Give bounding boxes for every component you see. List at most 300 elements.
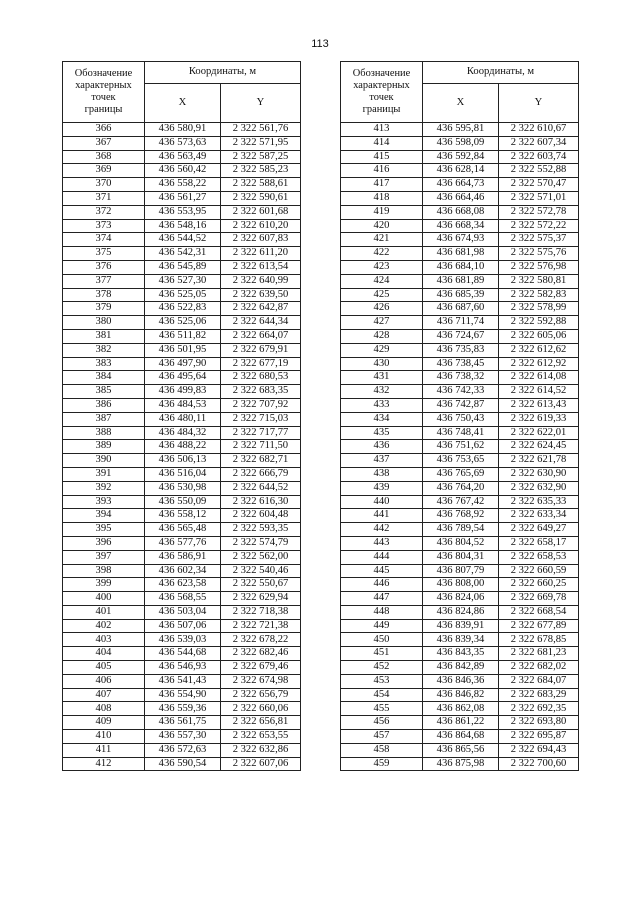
point-id-cell: 394 bbox=[63, 509, 145, 523]
point-id-cell: 437 bbox=[341, 454, 423, 468]
y-coordinate-cell: 2 322 682,46 bbox=[221, 647, 301, 661]
x-coordinate-cell: 436 748,41 bbox=[423, 426, 499, 440]
table-row bbox=[341, 398, 579, 412]
point-id-cell: 431 bbox=[341, 371, 423, 385]
y-coordinate-cell: 2 322 540,46 bbox=[221, 564, 301, 578]
point-id-cell: 447 bbox=[341, 592, 423, 606]
x-coordinate-cell: 436 807,79 bbox=[423, 564, 499, 578]
table-row bbox=[63, 412, 301, 426]
x-coordinate-cell: 436 506,13 bbox=[145, 454, 221, 468]
x-coordinate-cell: 436 742,33 bbox=[423, 385, 499, 399]
header-point-line: границы bbox=[362, 104, 401, 115]
x-coordinate-cell: 436 501,95 bbox=[145, 343, 221, 357]
table-row bbox=[63, 233, 301, 247]
table-row bbox=[63, 730, 301, 744]
x-coordinate-cell: 436 488,22 bbox=[145, 440, 221, 454]
y-coordinate-cell: 2 322 683,35 bbox=[221, 385, 301, 399]
table-row bbox=[63, 247, 301, 261]
y-coordinate-cell: 2 322 695,87 bbox=[499, 730, 579, 744]
y-coordinate-cell: 2 322 674,98 bbox=[221, 674, 301, 688]
x-coordinate-cell: 436 750,43 bbox=[423, 412, 499, 426]
x-coordinate-cell: 436 522,83 bbox=[145, 302, 221, 316]
x-coordinate-cell: 436 484,32 bbox=[145, 426, 221, 440]
y-coordinate-cell: 2 322 607,06 bbox=[221, 757, 301, 771]
y-coordinate-cell: 2 322 682,71 bbox=[221, 454, 301, 468]
y-coordinate-cell: 2 322 642,87 bbox=[221, 302, 301, 316]
x-coordinate-cell: 436 544,52 bbox=[145, 233, 221, 247]
table-row bbox=[341, 371, 579, 385]
header-point-line: Обозначение bbox=[74, 68, 133, 79]
point-id-cell: 453 bbox=[341, 674, 423, 688]
y-coordinate-cell: 2 322 612,62 bbox=[499, 343, 579, 357]
point-id-cell: 374 bbox=[63, 233, 145, 247]
point-id-cell: 368 bbox=[63, 150, 145, 164]
y-coordinate-cell: 2 322 660,25 bbox=[499, 578, 579, 592]
y-coordinate-cell: 2 322 680,53 bbox=[221, 371, 301, 385]
y-coordinate-cell: 2 322 658,17 bbox=[499, 536, 579, 550]
y-coordinate-cell: 2 322 684,07 bbox=[499, 674, 579, 688]
table-row bbox=[341, 730, 579, 744]
y-coordinate-cell: 2 322 640,99 bbox=[221, 274, 301, 288]
point-id-cell: 413 bbox=[341, 123, 423, 137]
point-id-cell: 403 bbox=[63, 633, 145, 647]
point-id-cell: 451 bbox=[341, 647, 423, 661]
point-id-cell: 429 bbox=[341, 343, 423, 357]
coordinates-table-left bbox=[62, 61, 301, 771]
point-id-cell: 376 bbox=[63, 260, 145, 274]
table-row bbox=[341, 412, 579, 426]
table-body-left bbox=[63, 123, 301, 771]
table-row bbox=[341, 578, 579, 592]
x-coordinate-cell: 436 735,83 bbox=[423, 343, 499, 357]
table-row bbox=[63, 343, 301, 357]
point-id-cell: 409 bbox=[63, 716, 145, 730]
y-coordinate-cell: 2 322 619,33 bbox=[499, 412, 579, 426]
y-coordinate-cell: 2 322 601,68 bbox=[221, 205, 301, 219]
point-id-cell: 432 bbox=[341, 385, 423, 399]
table-row bbox=[63, 674, 301, 688]
table-row bbox=[63, 564, 301, 578]
x-coordinate-cell: 436 553,95 bbox=[145, 205, 221, 219]
y-coordinate-cell: 2 322 682,02 bbox=[499, 661, 579, 675]
point-id-cell: 396 bbox=[63, 536, 145, 550]
point-id-cell: 442 bbox=[341, 523, 423, 537]
table-row bbox=[341, 536, 579, 550]
x-coordinate-cell: 436 586,91 bbox=[145, 550, 221, 564]
x-coordinate-cell: 436 557,30 bbox=[145, 730, 221, 744]
point-id-cell: 385 bbox=[63, 385, 145, 399]
y-coordinate-cell: 2 322 656,79 bbox=[221, 688, 301, 702]
x-coordinate-cell: 436 563,49 bbox=[145, 150, 221, 164]
point-id-cell: 420 bbox=[341, 219, 423, 233]
y-coordinate-cell: 2 322 683,29 bbox=[499, 688, 579, 702]
point-id-cell: 417 bbox=[341, 178, 423, 192]
y-coordinate-cell: 2 322 570,47 bbox=[499, 178, 579, 192]
x-coordinate-cell: 436 862,08 bbox=[423, 702, 499, 716]
point-id-cell: 400 bbox=[63, 592, 145, 606]
point-id-cell: 436 bbox=[341, 440, 423, 454]
x-coordinate-cell: 436 842,89 bbox=[423, 661, 499, 675]
table-row bbox=[63, 550, 301, 564]
table-row bbox=[341, 302, 579, 316]
y-coordinate-cell: 2 322 653,55 bbox=[221, 730, 301, 744]
header-point-line: границы bbox=[84, 104, 123, 115]
table-row bbox=[341, 247, 579, 261]
y-coordinate-cell: 2 322 571,01 bbox=[499, 191, 579, 205]
table-row bbox=[341, 633, 579, 647]
y-coordinate-cell: 2 322 678,22 bbox=[221, 633, 301, 647]
point-id-cell: 435 bbox=[341, 426, 423, 440]
x-coordinate-cell: 436 846,36 bbox=[423, 674, 499, 688]
table-row bbox=[341, 329, 579, 343]
y-coordinate-cell: 2 322 612,92 bbox=[499, 357, 579, 371]
table-row bbox=[341, 260, 579, 274]
x-coordinate-cell: 436 541,43 bbox=[145, 674, 221, 688]
x-coordinate-cell: 436 753,65 bbox=[423, 454, 499, 468]
point-id-cell: 449 bbox=[341, 619, 423, 633]
table-row bbox=[341, 550, 579, 564]
x-coordinate-cell: 436 843,35 bbox=[423, 647, 499, 661]
point-id-cell: 439 bbox=[341, 481, 423, 495]
point-id-cell: 415 bbox=[341, 150, 423, 164]
y-coordinate-cell: 2 322 711,50 bbox=[221, 440, 301, 454]
point-id-cell: 372 bbox=[63, 205, 145, 219]
header-y: Y bbox=[499, 84, 579, 123]
x-coordinate-cell: 436 503,04 bbox=[145, 605, 221, 619]
y-coordinate-cell: 2 322 635,33 bbox=[499, 495, 579, 509]
y-coordinate-cell: 2 322 621,78 bbox=[499, 454, 579, 468]
y-coordinate-cell: 2 322 717,77 bbox=[221, 426, 301, 440]
table-row bbox=[63, 385, 301, 399]
y-coordinate-cell: 2 322 575,76 bbox=[499, 247, 579, 261]
x-coordinate-cell: 436 561,27 bbox=[145, 191, 221, 205]
table-row bbox=[63, 509, 301, 523]
point-id-cell: 379 bbox=[63, 302, 145, 316]
y-coordinate-cell: 2 322 575,37 bbox=[499, 233, 579, 247]
x-coordinate-cell: 436 554,90 bbox=[145, 688, 221, 702]
table-row bbox=[341, 357, 579, 371]
x-coordinate-cell: 436 846,82 bbox=[423, 688, 499, 702]
table-row bbox=[341, 191, 579, 205]
x-coordinate-cell: 436 668,34 bbox=[423, 219, 499, 233]
table-row bbox=[341, 523, 579, 537]
y-coordinate-cell: 2 322 700,60 bbox=[499, 757, 579, 771]
y-coordinate-cell: 2 322 692,35 bbox=[499, 702, 579, 716]
x-coordinate-cell: 436 738,45 bbox=[423, 357, 499, 371]
table-row bbox=[341, 426, 579, 440]
header-point-label bbox=[341, 62, 423, 123]
header-point-line: точек bbox=[91, 92, 116, 103]
x-coordinate-cell: 436 808,00 bbox=[423, 578, 499, 592]
point-id-cell: 440 bbox=[341, 495, 423, 509]
table-row bbox=[63, 592, 301, 606]
y-coordinate-cell: 2 322 639,50 bbox=[221, 288, 301, 302]
point-id-cell: 390 bbox=[63, 454, 145, 468]
table-row bbox=[341, 674, 579, 688]
table-row bbox=[341, 716, 579, 730]
table-row bbox=[341, 481, 579, 495]
table-row bbox=[341, 233, 579, 247]
x-coordinate-cell: 436 804,52 bbox=[423, 536, 499, 550]
point-id-cell: 458 bbox=[341, 743, 423, 757]
x-coordinate-cell: 436 573,63 bbox=[145, 136, 221, 150]
table-row bbox=[63, 467, 301, 481]
y-coordinate-cell: 2 322 649,27 bbox=[499, 523, 579, 537]
x-coordinate-cell: 436 598,09 bbox=[423, 136, 499, 150]
y-coordinate-cell: 2 322 644,34 bbox=[221, 316, 301, 330]
point-id-cell: 382 bbox=[63, 343, 145, 357]
point-id-cell: 446 bbox=[341, 578, 423, 592]
y-coordinate-cell: 2 322 715,03 bbox=[221, 412, 301, 426]
table-row bbox=[341, 509, 579, 523]
y-coordinate-cell: 2 322 604,48 bbox=[221, 509, 301, 523]
y-coordinate-cell: 2 322 721,38 bbox=[221, 619, 301, 633]
table-row bbox=[63, 536, 301, 550]
y-coordinate-cell: 2 322 610,20 bbox=[221, 219, 301, 233]
x-coordinate-cell: 436 568,55 bbox=[145, 592, 221, 606]
table-row bbox=[63, 716, 301, 730]
point-id-cell: 392 bbox=[63, 481, 145, 495]
y-coordinate-cell: 2 322 572,22 bbox=[499, 219, 579, 233]
x-coordinate-cell: 436 580,91 bbox=[145, 123, 221, 137]
coordinates-table-right bbox=[340, 61, 579, 771]
y-coordinate-cell: 2 322 590,61 bbox=[221, 191, 301, 205]
x-coordinate-cell: 436 499,83 bbox=[145, 385, 221, 399]
x-coordinate-cell: 436 595,81 bbox=[423, 123, 499, 137]
y-coordinate-cell: 2 322 610,67 bbox=[499, 123, 579, 137]
point-id-cell: 391 bbox=[63, 467, 145, 481]
y-coordinate-cell: 2 322 614,08 bbox=[499, 371, 579, 385]
point-id-cell: 425 bbox=[341, 288, 423, 302]
x-coordinate-cell: 436 751,62 bbox=[423, 440, 499, 454]
point-id-cell: 457 bbox=[341, 730, 423, 744]
table-row bbox=[63, 123, 301, 137]
table-row bbox=[341, 757, 579, 771]
point-id-cell: 398 bbox=[63, 564, 145, 578]
table-row bbox=[63, 398, 301, 412]
y-coordinate-cell: 2 322 587,25 bbox=[221, 150, 301, 164]
x-coordinate-cell: 436 711,74 bbox=[423, 316, 499, 330]
table-row bbox=[63, 329, 301, 343]
x-coordinate-cell: 436 558,22 bbox=[145, 178, 221, 192]
table-row bbox=[63, 605, 301, 619]
table-row bbox=[63, 260, 301, 274]
x-coordinate-cell: 436 497,90 bbox=[145, 357, 221, 371]
x-coordinate-cell: 436 685,39 bbox=[423, 288, 499, 302]
table-row bbox=[63, 481, 301, 495]
y-coordinate-cell: 2 322 613,54 bbox=[221, 260, 301, 274]
table-row bbox=[341, 343, 579, 357]
x-coordinate-cell: 436 664,73 bbox=[423, 178, 499, 192]
header-point-line: точек bbox=[369, 92, 394, 103]
point-id-cell: 381 bbox=[63, 329, 145, 343]
y-coordinate-cell: 2 322 550,67 bbox=[221, 578, 301, 592]
x-coordinate-cell: 436 530,98 bbox=[145, 481, 221, 495]
x-coordinate-cell: 436 738,32 bbox=[423, 371, 499, 385]
y-coordinate-cell: 2 322 614,52 bbox=[499, 385, 579, 399]
point-id-cell: 387 bbox=[63, 412, 145, 426]
header-point-line: характерных bbox=[353, 80, 410, 91]
table-row bbox=[341, 316, 579, 330]
point-id-cell: 410 bbox=[63, 730, 145, 744]
y-coordinate-cell: 2 322 694,43 bbox=[499, 743, 579, 757]
x-coordinate-cell: 436 864,68 bbox=[423, 730, 499, 744]
header-point-line: Обозначение bbox=[352, 68, 411, 79]
table-row bbox=[63, 454, 301, 468]
x-coordinate-cell: 436 681,89 bbox=[423, 274, 499, 288]
y-coordinate-cell: 2 322 668,54 bbox=[499, 605, 579, 619]
table-row bbox=[341, 619, 579, 633]
point-id-cell: 407 bbox=[63, 688, 145, 702]
x-coordinate-cell: 436 865,56 bbox=[423, 743, 499, 757]
point-id-cell: 434 bbox=[341, 412, 423, 426]
point-id-cell: 456 bbox=[341, 716, 423, 730]
point-id-cell: 393 bbox=[63, 495, 145, 509]
table-row bbox=[63, 619, 301, 633]
x-coordinate-cell: 436 507,06 bbox=[145, 619, 221, 633]
y-coordinate-cell: 2 322 677,19 bbox=[221, 357, 301, 371]
table-row bbox=[63, 219, 301, 233]
table-row bbox=[63, 578, 301, 592]
y-coordinate-cell: 2 322 660,06 bbox=[221, 702, 301, 716]
point-id-cell: 423 bbox=[341, 260, 423, 274]
x-coordinate-cell: 436 516,04 bbox=[145, 467, 221, 481]
point-id-cell: 408 bbox=[63, 702, 145, 716]
table-row bbox=[63, 288, 301, 302]
header-coordinates: Координаты, м bbox=[423, 62, 579, 84]
y-coordinate-cell: 2 322 582,83 bbox=[499, 288, 579, 302]
y-coordinate-cell: 2 322 679,46 bbox=[221, 661, 301, 675]
x-coordinate-cell: 436 592,84 bbox=[423, 150, 499, 164]
table-row bbox=[63, 371, 301, 385]
point-id-cell: 419 bbox=[341, 205, 423, 219]
x-coordinate-cell: 436 765,69 bbox=[423, 467, 499, 481]
table-row bbox=[341, 592, 579, 606]
y-coordinate-cell: 2 322 658,53 bbox=[499, 550, 579, 564]
table-row bbox=[63, 757, 301, 771]
x-coordinate-cell: 436 559,36 bbox=[145, 702, 221, 716]
point-id-cell: 383 bbox=[63, 357, 145, 371]
x-coordinate-cell: 436 484,53 bbox=[145, 398, 221, 412]
point-id-cell: 377 bbox=[63, 274, 145, 288]
point-id-cell: 404 bbox=[63, 647, 145, 661]
point-id-cell: 443 bbox=[341, 536, 423, 550]
x-coordinate-cell: 436 525,05 bbox=[145, 288, 221, 302]
y-coordinate-cell: 2 322 588,61 bbox=[221, 178, 301, 192]
y-coordinate-cell: 2 322 718,38 bbox=[221, 605, 301, 619]
point-id-cell: 366 bbox=[63, 123, 145, 137]
x-coordinate-cell: 436 561,75 bbox=[145, 716, 221, 730]
y-coordinate-cell: 2 322 622,01 bbox=[499, 426, 579, 440]
point-id-cell: 401 bbox=[63, 605, 145, 619]
table-row bbox=[341, 274, 579, 288]
table-row bbox=[63, 302, 301, 316]
x-coordinate-cell: 436 861,22 bbox=[423, 716, 499, 730]
point-id-cell: 389 bbox=[63, 440, 145, 454]
point-id-cell: 427 bbox=[341, 316, 423, 330]
x-coordinate-cell: 436 681,98 bbox=[423, 247, 499, 261]
table-row bbox=[63, 205, 301, 219]
x-coordinate-cell: 436 764,20 bbox=[423, 481, 499, 495]
header-point-label bbox=[63, 62, 145, 123]
x-coordinate-cell: 436 539,03 bbox=[145, 633, 221, 647]
table-row bbox=[63, 647, 301, 661]
point-id-cell: 454 bbox=[341, 688, 423, 702]
point-id-cell: 373 bbox=[63, 219, 145, 233]
x-coordinate-cell: 436 558,12 bbox=[145, 509, 221, 523]
y-coordinate-cell: 2 322 580,81 bbox=[499, 274, 579, 288]
point-id-cell: 380 bbox=[63, 316, 145, 330]
point-id-cell: 388 bbox=[63, 426, 145, 440]
y-coordinate-cell: 2 322 603,74 bbox=[499, 150, 579, 164]
table-row bbox=[63, 274, 301, 288]
x-coordinate-cell: 436 572,63 bbox=[145, 743, 221, 757]
y-coordinate-cell: 2 322 578,99 bbox=[499, 302, 579, 316]
point-id-cell: 422 bbox=[341, 247, 423, 261]
y-coordinate-cell: 2 322 576,98 bbox=[499, 260, 579, 274]
x-coordinate-cell: 436 724,67 bbox=[423, 329, 499, 343]
x-coordinate-cell: 436 623,58 bbox=[145, 578, 221, 592]
y-coordinate-cell: 2 322 632,86 bbox=[221, 743, 301, 757]
y-coordinate-cell: 2 322 607,34 bbox=[499, 136, 579, 150]
y-coordinate-cell: 2 322 644,52 bbox=[221, 481, 301, 495]
x-coordinate-cell: 436 668,08 bbox=[423, 205, 499, 219]
y-coordinate-cell: 2 322 552,88 bbox=[499, 164, 579, 178]
table-row bbox=[341, 661, 579, 675]
x-coordinate-cell: 436 789,54 bbox=[423, 523, 499, 537]
table-row bbox=[341, 647, 579, 661]
y-coordinate-cell: 2 322 666,79 bbox=[221, 467, 301, 481]
y-coordinate-cell: 2 322 656,81 bbox=[221, 716, 301, 730]
point-id-cell: 430 bbox=[341, 357, 423, 371]
point-id-cell: 418 bbox=[341, 191, 423, 205]
y-coordinate-cell: 2 322 607,83 bbox=[221, 233, 301, 247]
point-id-cell: 405 bbox=[63, 661, 145, 675]
x-coordinate-cell: 436 768,92 bbox=[423, 509, 499, 523]
y-coordinate-cell: 2 322 561,76 bbox=[221, 123, 301, 137]
y-coordinate-cell: 2 322 677,89 bbox=[499, 619, 579, 633]
point-id-cell: 450 bbox=[341, 633, 423, 647]
x-coordinate-cell: 436 687,60 bbox=[423, 302, 499, 316]
x-coordinate-cell: 436 548,16 bbox=[145, 219, 221, 233]
table-row bbox=[341, 136, 579, 150]
point-id-cell: 378 bbox=[63, 288, 145, 302]
point-id-cell: 369 bbox=[63, 164, 145, 178]
table-row bbox=[63, 495, 301, 509]
table-row bbox=[341, 178, 579, 192]
y-coordinate-cell: 2 322 613,43 bbox=[499, 398, 579, 412]
x-coordinate-cell: 436 839,91 bbox=[423, 619, 499, 633]
y-coordinate-cell: 2 322 630,90 bbox=[499, 467, 579, 481]
x-coordinate-cell: 436 742,87 bbox=[423, 398, 499, 412]
y-coordinate-cell: 2 322 669,78 bbox=[499, 592, 579, 606]
table-row bbox=[63, 523, 301, 537]
x-coordinate-cell: 436 542,31 bbox=[145, 247, 221, 261]
header-point-line: характерных bbox=[75, 80, 132, 91]
x-coordinate-cell: 436 544,68 bbox=[145, 647, 221, 661]
y-coordinate-cell: 2 322 585,23 bbox=[221, 164, 301, 178]
x-coordinate-cell: 436 560,42 bbox=[145, 164, 221, 178]
point-id-cell: 452 bbox=[341, 661, 423, 675]
point-id-cell: 371 bbox=[63, 191, 145, 205]
point-id-cell: 428 bbox=[341, 329, 423, 343]
table-row bbox=[341, 467, 579, 481]
table-row bbox=[63, 357, 301, 371]
x-coordinate-cell: 436 550,09 bbox=[145, 495, 221, 509]
table-row bbox=[63, 702, 301, 716]
table-row bbox=[341, 205, 579, 219]
table-row bbox=[63, 688, 301, 702]
